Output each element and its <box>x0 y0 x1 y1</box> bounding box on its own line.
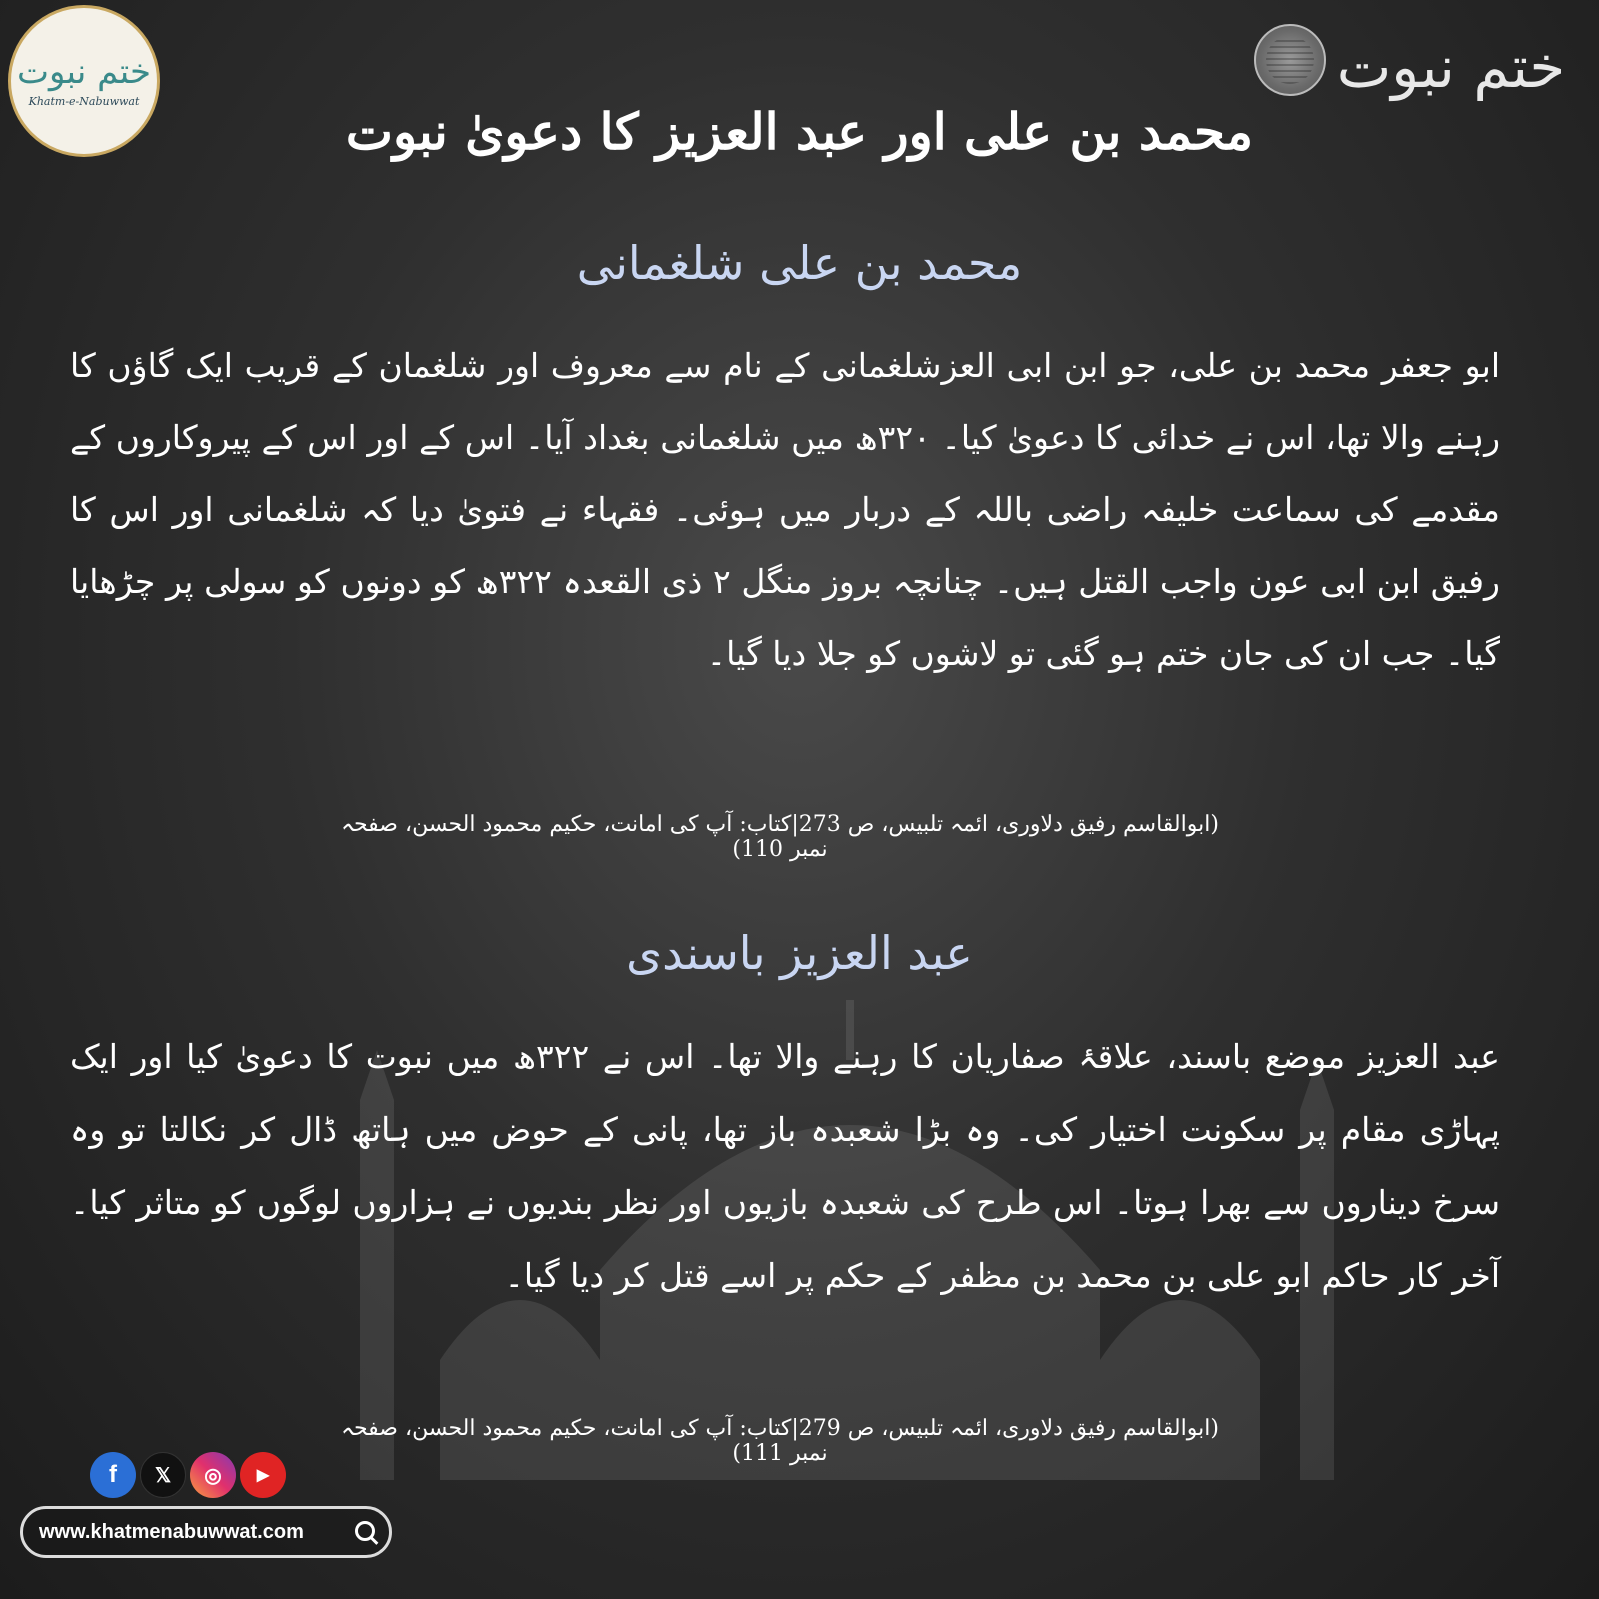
calligraphy-logo: ختم نبوت <box>1336 33 1566 101</box>
search-icon[interactable] <box>353 1519 379 1545</box>
section1-heading: محمد بن علی شلغمانی <box>576 236 1023 290</box>
x-icon[interactable]: 𝕏 <box>140 1452 186 1498</box>
website-search-bar[interactable] <box>20 1506 392 1558</box>
social-links <box>90 1452 286 1500</box>
logo-mark: ختم نبوت <box>16 51 151 92</box>
section1-body: ابو جعفر محمد بن علی، جو ابن ابی العزشلغمانی کے نام سے معروف اور شلغمان کے قریب ایک گاؤں کا رہنے والا تھا، اس نے خدائی کا دعویٰ کیا۔ ۳۲۰ھ میں شلغمانی بغداد آیا۔ اس کے اور اس کے پیروکاروں کے مقدمے کی سماعت خلیفہ راضی باللہ کے دربار میں ہوئی۔ فقہاء نے فتویٰ دیا کہ شلغمانی اور اس کا رفیق ابن ابی عون واجب القتل ہیں۔ چنانچہ بروز منگل ۲ ذی القعدہ ۳۲۲ھ کو دونوں کو سولی پر چڑھایا گیا۔ جب ان کی جان ختم ہو گئی تو لاشوں کو جلا دیا گیا۔ <box>70 346 1501 673</box>
logo-subtitle: Khatm-e-Nabuwwat <box>28 94 140 108</box>
website-url[interactable]: www.khatmenabuwwat.com <box>39 1520 304 1543</box>
section2-reference: (ابوالقاسم رفیق دلاوری، ائمہ تلبیس، ص 279|کتاب: آپ کی امانت، حکیم محمود الحسن، صفحہ نمبر 111) <box>341 1416 1219 1466</box>
brand-circle-logo <box>8 5 160 157</box>
section1-reference: (ابوالقاسم رفیق دلاوری، ائمہ تلبیس، ص 273|کتاب: آپ کی امانت، حکیم محمود الحسن، صفحہ نمبر 110) <box>341 812 1219 862</box>
prophet-seal-icon <box>1254 24 1326 96</box>
facebook-icon[interactable]: f <box>90 1452 136 1498</box>
section2-heading: عبد العزیز باسندی <box>626 926 973 980</box>
youtube-icon[interactable]: ▶ <box>240 1452 286 1498</box>
instagram-icon[interactable]: ◎ <box>190 1452 236 1498</box>
section2-body: عبد العزیز موضع باسند، علاقۂ صفاریان کا رہنے والا تھا۔ اس نے ۳۲۲ھ میں نبوت کا دعویٰ کیا اور ایک پہاڑی مقام پر سکونت اختیار کی۔ وہ بڑا شعبدہ باز تھا، پانی کے حوض میں ہاتھ ڈال کر نکالتا تو وہ سرخ دیناروں سے بھرا ہوتا۔ اس طرح کی شعبدہ بازیوں اور نظر بندیوں نے ہزاروں لوگوں کو متاثر کیا۔ آخر کار حاکم ابو علی بن محمد بن مظفر کے حکم پر اسے قتل کر دیا گیا۔ <box>70 1037 1501 1295</box>
page-title: محمد بن علی اور عبد العزیز کا دعویٰ نبوت <box>345 102 1254 161</box>
